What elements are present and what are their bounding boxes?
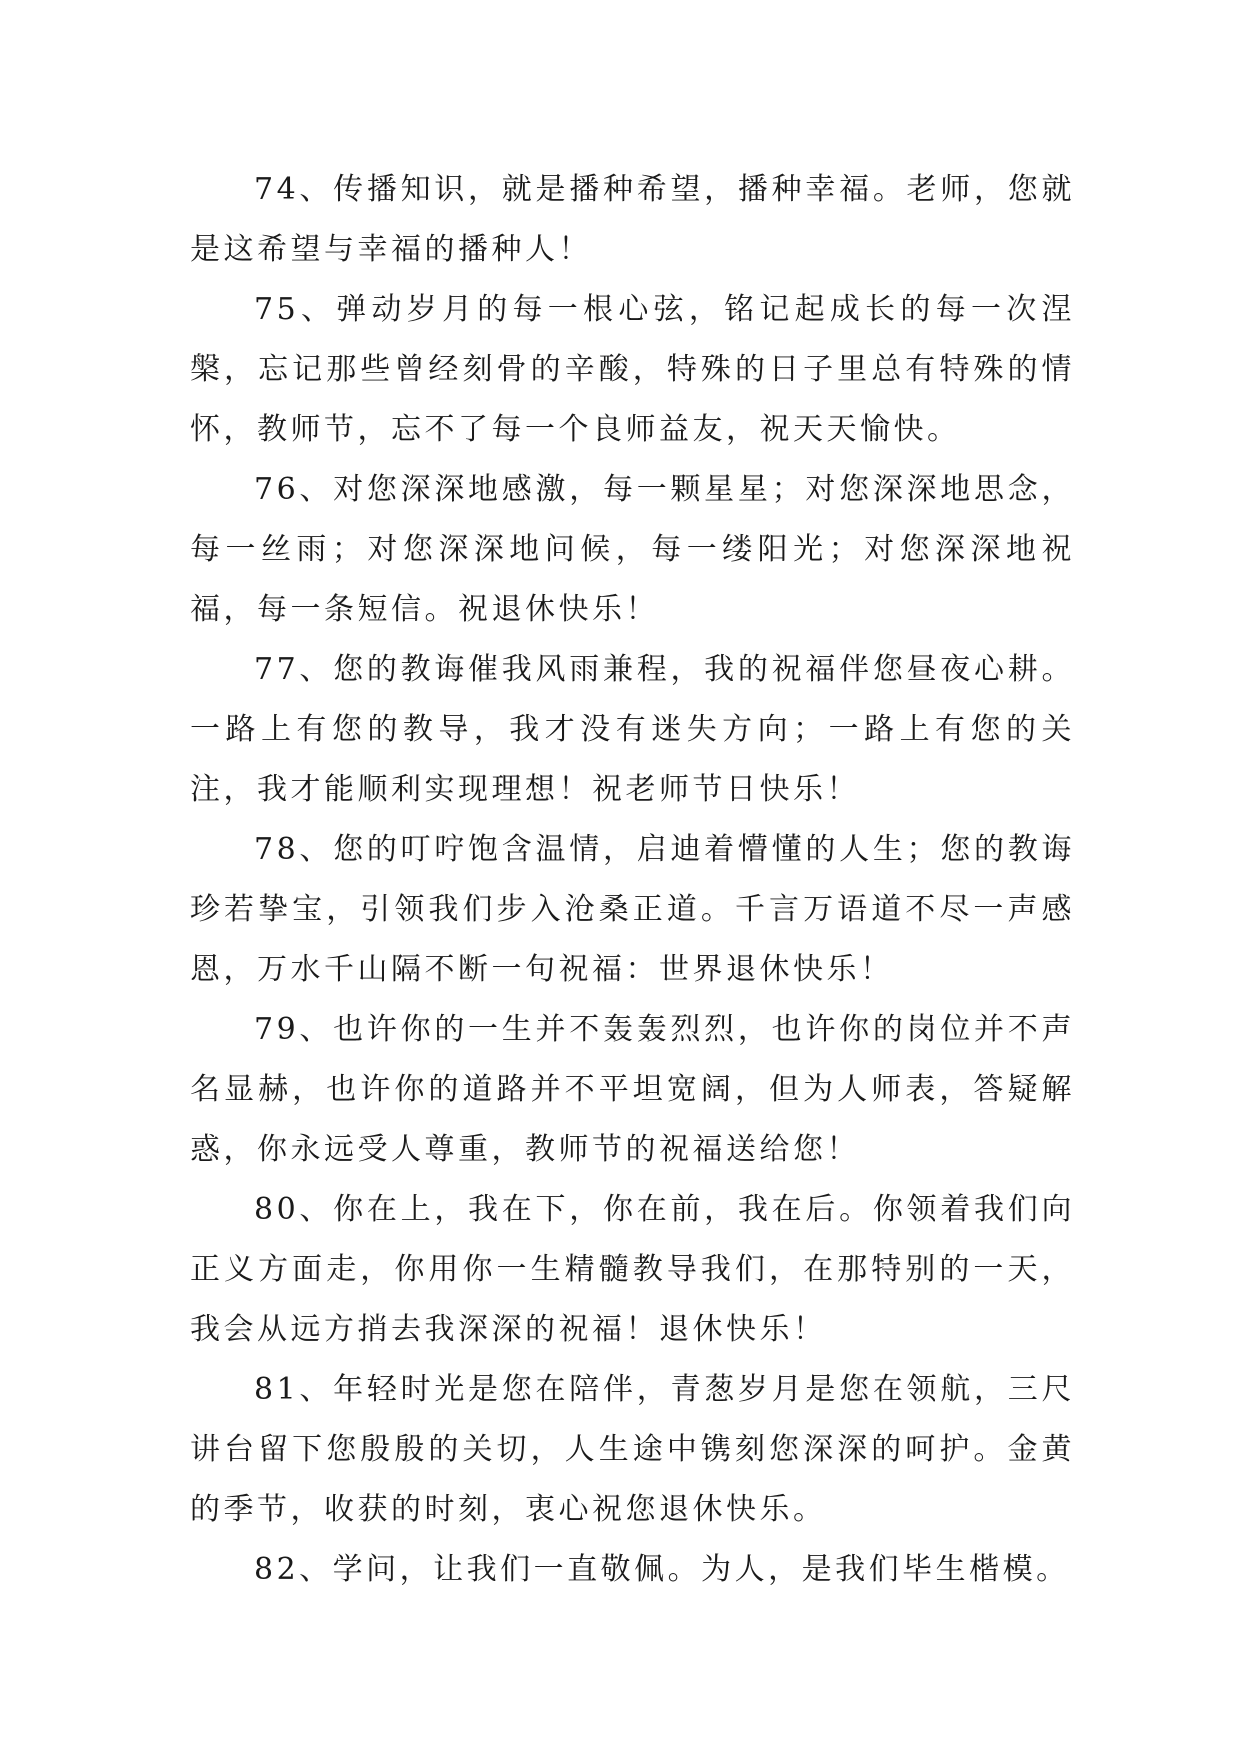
document-body: [190, 160, 1075, 1600]
paragraph-79: 79、也许你的一生并不轰轰烈烈，也许你的岗位并不声名显赫，也许你的道路并不平坦宽阔，但为人师表，答疑解惑，你永远受人尊重，教师节的祝福送给您！: [190, 1012, 1075, 1167]
paragraph-77: 77、您的教诲催我风雨兼程，我的祝福伴您昼夜心耕。一路上有您的教导，我才没有迷失方向；一路上有您的关注，我才能顺利实现理想！祝老师节日快乐！: [190, 652, 1075, 807]
paragraph-81: 81、年轻时光是您在陪伴，青葱岁月是您在领航，三尺讲台留下您殷殷的关切，人生途中镌刻您深深的呵护。金黄的季节，收获的时刻，衷心祝您退休快乐。: [190, 1372, 1075, 1527]
paragraph-76: 76、对您深深地感激，每一颗星星；对您深深地思念，每一丝雨；对您深深地问候，每一缕阳光；对您深深地祝福，每一条短信。祝退休快乐！: [190, 472, 1075, 627]
paragraph-75: 75、弹动岁月的每一根心弦，铭记起成长的每一次涅槃，忘记那些曾经刻骨的辛酸，特殊的日子里总有特殊的情怀，教师节，忘不了每一个良师益友，祝天天愉快。: [190, 292, 1075, 447]
paragraph-78: 78、您的叮咛饱含温情，启迪着懵懂的人生；您的教诲珍若挚宝，引领我们步入沧桑正道。千言万语道不尽一声感恩，万水千山隔不断一句祝福：世界退休快乐！: [190, 832, 1075, 987]
paragraph-74: 74、传播知识，就是播种希望，播种幸福。老师，您就是这希望与幸福的播种人！: [190, 172, 1075, 267]
paragraph-80: 80、你在上，我在下，你在前，我在后。你领着我们向正义方面走，你用你一生精髓教导我们，在那特别的一天，我会从远方捎去我深深的祝福！退休快乐！: [190, 1192, 1075, 1347]
paragraph-82: 82、学问，让我们一直敬佩。为人，是我们毕生楷模。: [254, 1552, 1070, 1587]
